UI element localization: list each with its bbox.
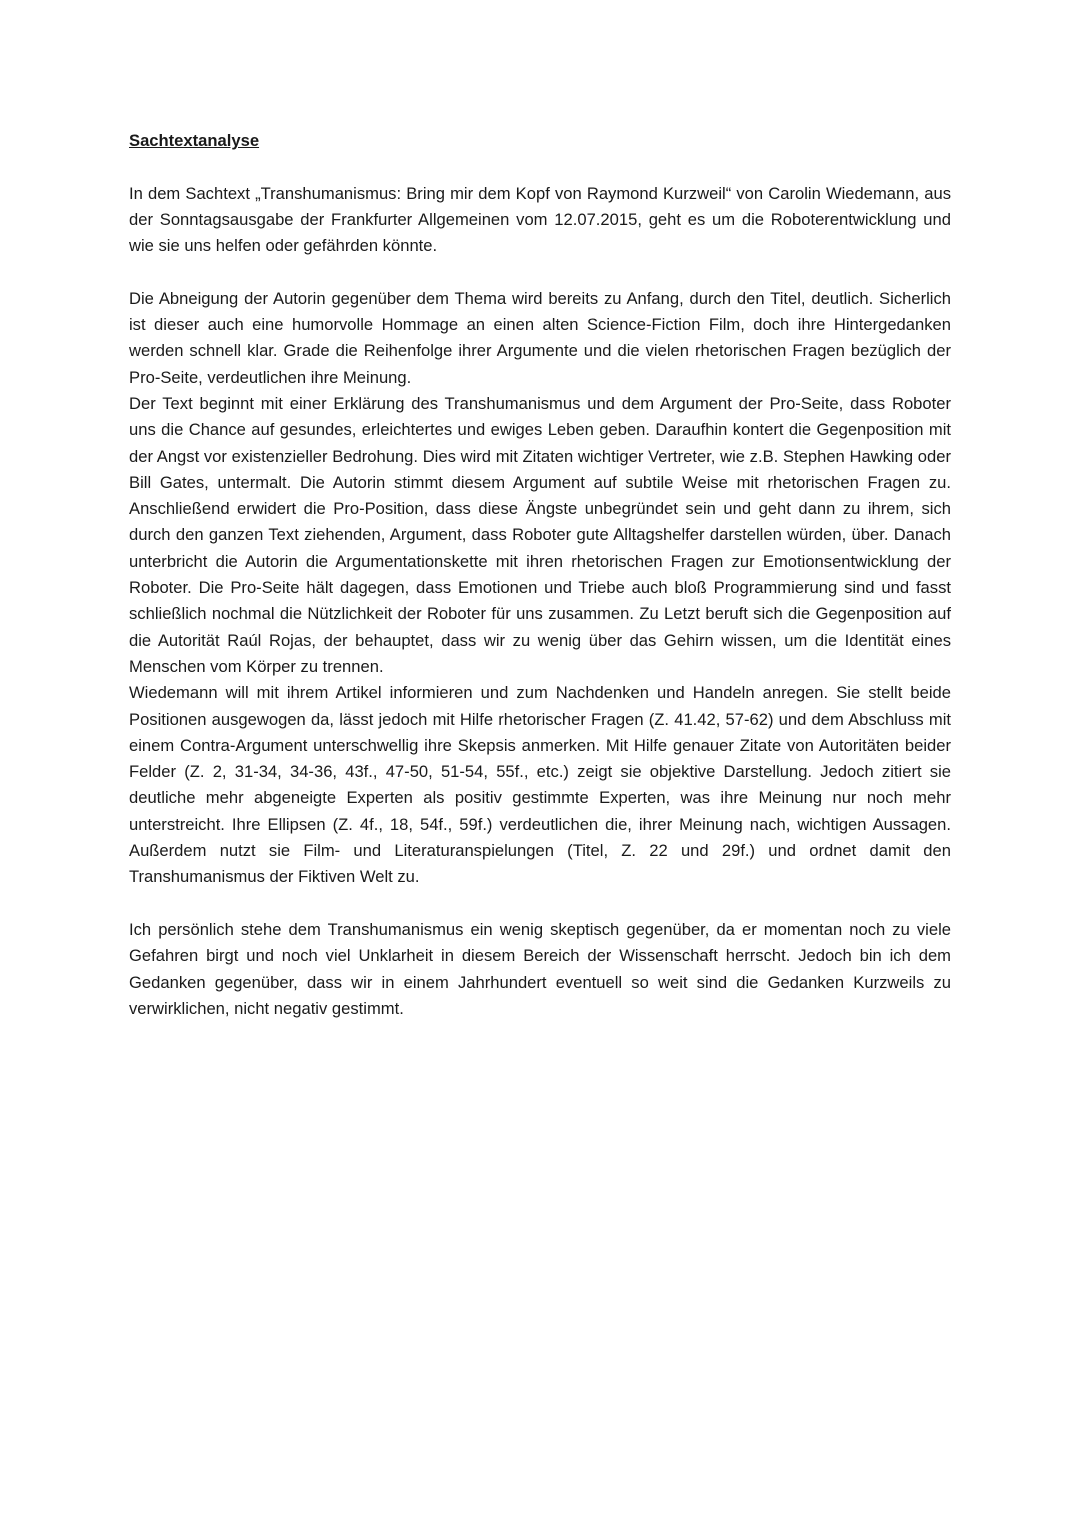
- paragraph-personal-opinion: Ich persönlich stehe dem Transhumanismus ein wenig skeptisch gegenüber, da er momentan noch zu viele Gefahren birgt und noch viel Unklarheit in diesem Bereich der Wissenschaft herrscht. Jedoch bin ich dem Gedanken gegenüber, dass wir in einem Jahrhundert eventuell so weit sind die Gedanken Kurzweils zu verwirklichen, nicht negativ gestimmt.: [129, 919, 951, 1018]
- paragraph-intro: In dem Sachtext „Transhumanismus: Bring mir dem Kopf von Raymond Kurzweil“ von Carolin Wiedemann, aus der Sonntagsausgabe der Frankfurter Allgemeinen vom 12.07.2015, geht es um die Roboterentwicklung und wie sie uns helfen oder gefährden könnte.: [129, 183, 951, 256]
- paragraph-gap: [129, 259, 951, 285]
- paragraph-argument-structure: Der Text beginnt mit einer Erklärung des Transhumanismus und dem Argument der Pro-Seite, dass Roboter uns die Chance auf gesundes, erleichtertes und ewiges Leben geben. Daraufhin kontert die Gegenposition mit der Angst vor existenzieller Bedrohung. Dies wird mit Zitaten wichtiger Vertreter, wie z.B. Stephen Hawking oder Bill Gates, untermalt. Die Autorin stimmt diesem Argument auf subtile Weise mit rhetorischen Fragen zu. Anschließend erwidert die Pro-Position, dass diese Ängste unbegründet sein und geht dann zu ihrem, sich durch den ganzen Text ziehenden, Argument, dass Roboter gute Alltagshelfer darstellen würden, über. Danach unterbricht die Autorin die Argumentationskette mit ihren rhetorischen Fragen zur Emotionsentwicklung der Roboter. Die Pro-Seite hält dagegen, dass Emotionen und Triebe auch bloß Programmierung sind und fasst schließlich nochmal die Nützlichkeit der Roboter für uns zusammen. Zu Letzt beruft sich die Gegenposition auf die Autorität Raúl Rojas, der behauptet, dass wir zu wenig über das Gehirn wissen, um die Identität eines Menschen vom Körper zu trennen.: [129, 393, 951, 676]
- document-body: [129, 128, 951, 1022]
- paragraph-author-attitude: Die Abneigung der Autorin gegenüber dem Thema wird bereits zu Anfang, durch den Titel, deutlich. Sicherlich ist dieser auch eine humorvolle Hommage an einen alten Science-Fiction Film, doch ihre Hintergedanken werden schnell klar. Grade die Reihenfolge ihrer Argumente und die vielen rhetorischen Fragen bezüglich der Pro-Seite, verdeutlichen ihre Meinung.: [129, 288, 951, 387]
- paragraph-gap: [129, 891, 951, 917]
- paragraph-intention: Wiedemann will mit ihrem Artikel informieren und zum Nachdenken und Handeln anregen. Sie stellt beide Positionen ausgewogen da, lässt jedoch mit Hilfe rhetorischer Fragen (Z. 41.42, 57-62) und dem Abschluss mit einem Contra-Argument unterschwellig ihre Skepsis anmerken. Mit Hilfe genauer Zitate von Autoritäten beider Felder (Z. 2, 31-34, 34-36, 43f., 47-50, 51-54, 55f., etc.) zeigt sie objektive Darstellung. Jedoch zitiert sie deutliche mehr abgeneigte Experten als positiv gestimmte Experten, was ihre Meinung nur noch mehr unterstreicht. Ihre Ellipsen (Z. 4f., 18, 54f., 59f.) verdeutlichen die, ihrer Meinung nach, wichtigen Aussagen. Außerdem nutzt sie Film- und Literaturanspielungen (Titel, Z. 22 und 29f.) und ordnet damit den Transhumanismus der Fiktiven Welt zu.: [129, 683, 951, 887]
- document-title: Sachtextanalyse: [129, 131, 260, 150]
